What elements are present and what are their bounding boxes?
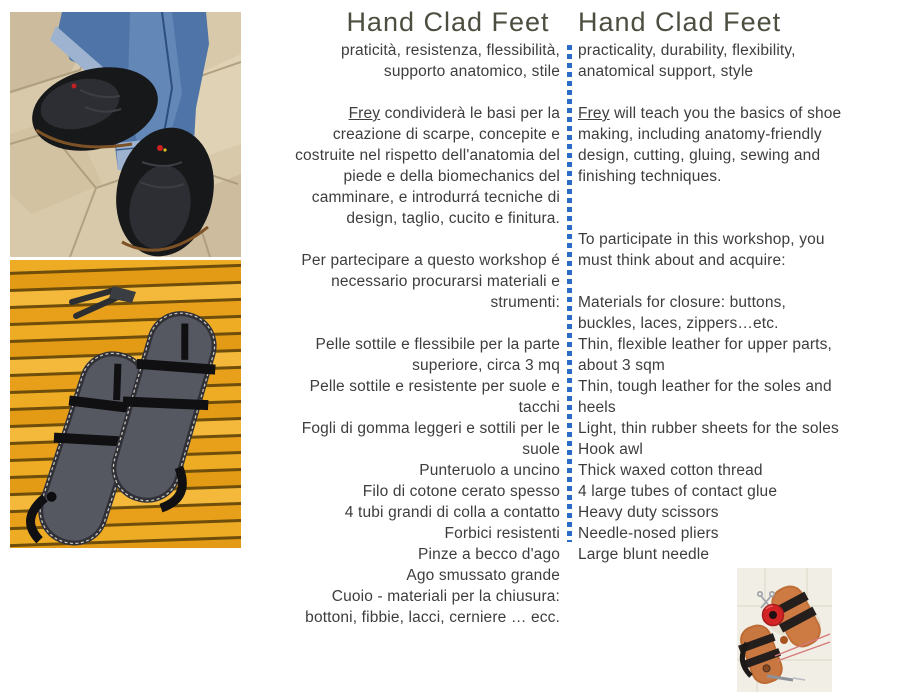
text-line: camminare, e introdurrá tecniche di [311, 189, 560, 206]
glue-lid [780, 636, 788, 644]
text-line: anatomical support, style [578, 63, 754, 80]
text-line: Fogli di gomma leggeri e sottili per le [301, 420, 560, 437]
text-line: 4 large tubes of contact glue [578, 483, 778, 500]
italian-subtitle [264, 40, 560, 82]
text-line: tacchi [518, 399, 560, 416]
frey-underlined-text: Frey [578, 105, 610, 122]
text-line: Pelle sottile e flessibile per la parte [315, 336, 560, 353]
text-segment: condividerà le basi per la [380, 105, 560, 122]
text-line [578, 103, 878, 124]
photo-sandals-and-tools [737, 568, 832, 692]
text-line: supporto anatomico, stile [383, 63, 560, 80]
text-line: heels [578, 399, 616, 416]
frey-underlined-text: Frey [348, 105, 381, 122]
text-line: Cuoio - materiali per la chiusura: [331, 588, 560, 605]
spacer [264, 313, 560, 334]
text-line: superiore, circa 3 mq [412, 357, 560, 374]
text-line: suole [522, 441, 560, 458]
text-line: bottoni, fibbie, lacci, cerniere … ecc. [305, 609, 560, 626]
spacer [264, 82, 560, 103]
spacer [578, 271, 878, 292]
text-line: finishing techniques. [578, 168, 722, 185]
english-subtitle [578, 40, 878, 82]
spacer [264, 229, 560, 250]
text-line: piede e della biomechanics del [343, 168, 560, 185]
text-line: To participate in this workshop, you [578, 231, 825, 248]
dotted-column-separator [567, 45, 572, 542]
text-line: Punteruolo a uncino [419, 462, 560, 479]
text-line [264, 103, 560, 124]
text-line: Needle-nosed pliers [578, 525, 719, 542]
text-line: Materials for closure: buttons, [578, 294, 786, 311]
italian-participation-paragraph [264, 250, 560, 313]
text-line: design, taglio, cucito e finitura. [346, 210, 560, 227]
italian-intro-lines [264, 124, 560, 229]
text-line: Pelle sottile e resistente per suole e [309, 378, 560, 395]
photo-black-sandals [10, 260, 241, 548]
text-line: Light, thin rubber sheets for the soles [578, 420, 839, 437]
text-line: making, including anatomy-friendly [578, 126, 822, 143]
text-line: about 3 sqm [578, 357, 665, 374]
text-line: costruite nel rispetto dell'anatomia del [295, 147, 560, 164]
text-line: Ago smussato grande [406, 567, 560, 584]
text-line: Filo di cotone cerato spesso [362, 483, 560, 500]
text-line: creazione di scarpe, concepite e [332, 126, 560, 143]
english-intro-paragraph [578, 103, 878, 187]
text-line: Thin, flexible leather for upper parts, [578, 336, 832, 353]
red-thread-spool [763, 605, 784, 626]
black-shoes-illustration [10, 12, 241, 257]
text-line: design, cutting, gluing, sewing and [578, 147, 821, 164]
black-sandals-illustration [10, 260, 241, 548]
text-line: necessario procurarsi materiali e [331, 273, 560, 290]
text-line: strumenti: [490, 294, 560, 311]
text-line: Hook awl [578, 441, 643, 458]
text-line: Pinze a becco d'ago [418, 546, 560, 563]
spacer [578, 82, 878, 103]
english-materials-list [578, 292, 878, 565]
italian-intro-paragraph [264, 103, 560, 229]
page-title-english: Hand Clad Feet [578, 7, 782, 37]
italian-column [264, 40, 560, 628]
text-line: practicality, durability, flexibility, [578, 42, 796, 59]
text-line: Thick waxed cotton thread [578, 462, 763, 479]
text-line: Thin, tough leather for the soles and [578, 378, 832, 395]
page-title-italian: Hand Clad Feet [346, 7, 550, 37]
photo-black-shoes [10, 12, 241, 257]
italian-materials-list [264, 334, 560, 628]
english-intro-lines [578, 124, 878, 187]
text-line: must think about and acquire: [578, 252, 786, 269]
sandals-tools-illustration [737, 568, 832, 692]
spacer [578, 187, 878, 229]
text-line: Forbici resistenti [444, 525, 560, 542]
text-line: Heavy duty scissors [578, 504, 719, 521]
text-segment: will teach you the basics of shoe [609, 105, 842, 122]
text-line: 4 tubi grandi di colla a contatto [344, 504, 560, 521]
text-line: buckles, laces, zippers…etc. [578, 315, 779, 332]
english-column [578, 40, 878, 565]
text-line: Per partecipare a questo workshop é [301, 252, 560, 269]
text-line: Large blunt needle [578, 546, 710, 563]
english-participation-paragraph [578, 229, 878, 271]
text-line: praticità, resistenza, flessibilità, [340, 42, 560, 59]
